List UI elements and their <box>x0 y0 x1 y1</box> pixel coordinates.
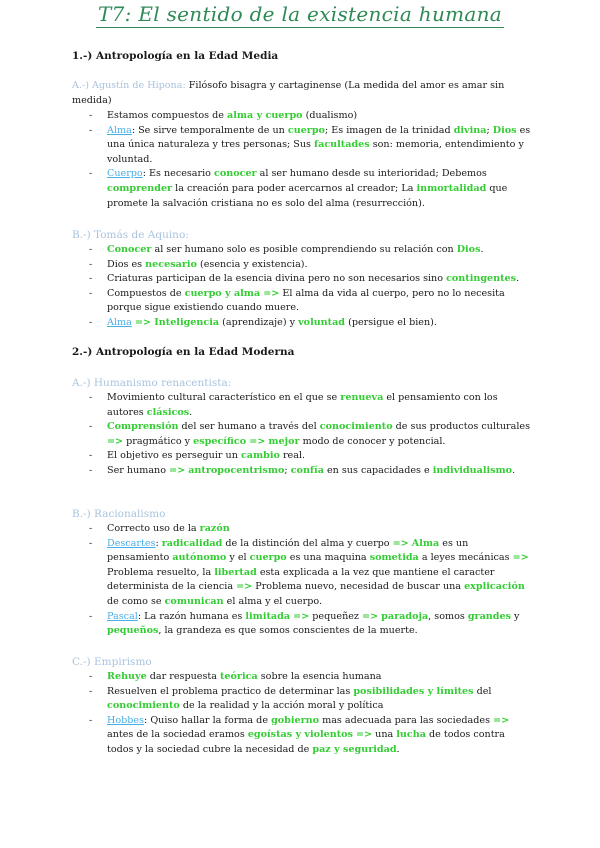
page-title: T7: El sentido de la existencia humana <box>97 2 503 26</box>
humanismo-list <box>72 391 532 479</box>
list-item: - Movimiento cultural característico en el que se renueva el pensamiento con los autores clásicos. <box>89 392 498 418</box>
list-item: - Ser humano => antropocentrismo; confía en sus capacidades e individualismo. <box>89 464 516 476</box>
section-2-heading: 2.-) Antropología en la Edad Moderna <box>72 346 295 358</box>
list-item: - Hobbes: Quiso hallar la forma de gobierno mas adecuada para las sociedades => antes de la sociedad eramos egoístas y violentos => una lucha de todos contra todos y la sociedad cubre la necesidad de paz y seguridad. <box>89 714 510 755</box>
tomas-list <box>72 243 532 331</box>
list-item: - Resuelven el problema practico de determinar las posibilidades y límites del conocimiento de la realidad y la acción moral y política <box>89 685 492 712</box>
tomas-label: B.-) Tomás de Aquino: <box>72 229 189 241</box>
list-item: - Pascal: La razón humana es limitada => pequeñez => paradoja, somos grandes y pequeños, la grandeza es que somos conscientes de la muerte. <box>89 610 520 637</box>
list-item: - Alma => Inteligencia (aprendizaje) y voluntad (persigue el bien). <box>89 316 437 328</box>
list-item: - Criaturas participan de la esencia divina pero no son necesarios sino contingentes. <box>89 273 520 285</box>
agustin-intro: A.-) Agustín de Hipona: Filósofo bisagra y cartaginense (La medida del amor es amar sin medida) <box>72 80 505 106</box>
list-item: - Dios es necesario (esencia y existencia). <box>89 258 308 270</box>
agustin-label: A.-) Agustín de Hipona: <box>72 80 186 91</box>
list-item: - Cuerpo: Es necesario conocer al ser humano desde su interioridad; Debemos comprender la creación para poder acercarnos al creador; La inmortalidad que promete la salvación cristiana no es solo del alma (resurrección). <box>89 168 508 209</box>
humanismo-label: A.-) Humanismo renacentista: <box>72 377 232 389</box>
list-item: - Descartes: radicalidad de la distinción del alma y cuerpo => Alma es un pensamiento autónomo y el cuerpo es una maquina sometida a leyes mecánicas => Problema resuelto, la libertad esta explicada a la vez que mantiene el caracter determinista de la ciencia => Problema nuevo, necesidad de buscar una explicación de como se comunican el alma y el cuerpo. <box>89 537 529 607</box>
list-item: - Estamos compuestos de alma y cuerpo (dualismo) <box>89 110 358 121</box>
section-1-heading: 1.-) Antropología en la Edad Media <box>72 50 279 62</box>
list-item: - Conocer al ser humano solo es posible comprendiendo su relación con Dios. <box>89 244 484 255</box>
list-item: - El objetivo es perseguir un cambio real. <box>89 450 306 462</box>
list-item: - Rehuye dar respuesta teórica sobre la esencia humana <box>89 671 382 682</box>
empirismo-list <box>72 670 532 758</box>
empirismo-label: C.-) Empirismo <box>72 656 152 668</box>
list-item: - Correcto uso de la razón <box>89 523 230 534</box>
list-item: - Comprensión del ser humano a través del conocimiento de sus productos culturales => pragmático y específico => mejor modo de conocer y potencial. <box>89 421 531 447</box>
list-item: - Compuestos de cuerpo y alma => El alma da vida al cuerpo, pero no lo necesita porque sigue existiendo cuando muere. <box>89 287 505 314</box>
list-item: - Alma: Se sirve temporalmente de un cuerpo; Es imagen de la trinidad divina; Dios es una única naturaleza y tres personas; Sus facultades son: memoria, entendimiento y voluntad. <box>89 124 531 165</box>
racionalismo-list <box>72 522 532 639</box>
agustin-list <box>72 109 532 211</box>
racionalismo-label: B.-) Racionalismo <box>72 508 166 520</box>
